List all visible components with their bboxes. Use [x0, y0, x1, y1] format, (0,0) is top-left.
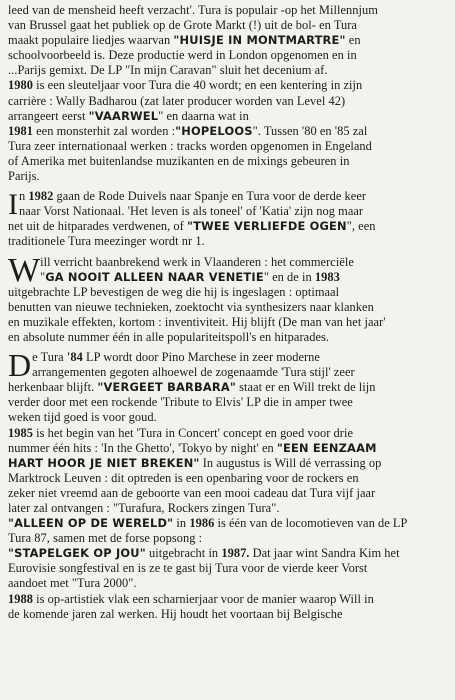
text-line: arrangeert eerst "VAARWEL" en daarna wat in	[8, 108, 249, 123]
paragraph-1980	[8, 78, 445, 123]
text-line: HART HOOR JE NIET BREKEN" In augustus is Will dé verrassing op	[8, 455, 382, 470]
text-line: Tura 87, samen met de forse popsong :	[8, 531, 203, 546]
text-line: herkenbaar blijft. "VERGEET BARBARA" staat er en Will trekt de lijn	[8, 380, 376, 395]
drop-cap: W	[8, 254, 41, 289]
text-line: van Brussel gaat het publiek op de Grote Markt (!) uit de bol- en Tura	[8, 18, 357, 33]
paragraph-1988	[8, 592, 445, 622]
text-line: de komende jaren zal werken. Hij houdt het voortaan bij Belgische	[8, 606, 343, 621]
paragraph-1986	[8, 516, 445, 591]
text-line: "STAPELGEK OP JOU" uitgebracht in 1987. Dat jaar wint Sandra Kim het	[8, 546, 400, 561]
year: '84	[66, 350, 83, 365]
text-line: ill verricht baanbrekend werk in Vlaanderen : het commerciële	[40, 254, 354, 269]
text-line: aandoet met "Tura 2000".	[8, 576, 137, 591]
drop-cap: I	[8, 189, 18, 222]
text-line: uitgebrachte LP bevestigen de weg die hij is ingeslagen : optimaal	[8, 284, 340, 299]
text-line: e Tura '84 LP wordt door Pino Marchese in zeer moderne	[32, 350, 320, 365]
song-title: GA NOOIT ALLEEN NAAR VENETIE	[45, 269, 264, 284]
text-line: Eurovisie songfestival en is ze te gast bij Tura voor de vierde keer Vorst	[8, 561, 368, 576]
year: 1986	[189, 516, 215, 531]
text-line: naar Vorst Nationaal. 'Het leven is als toneel' of 'Katia' zijn nog maar	[19, 204, 364, 219]
text-line: Tura zeer internationaal werken : tracks worden opgenomen in Engeland	[8, 138, 372, 153]
text-line: nummer één hits : 'In the Ghetto', 'Tokyo by night' en "EEN EENZAAM	[8, 440, 377, 455]
text-line: schoolvoorbeeld is. Deze productie werd in London opgenomen en in	[8, 48, 357, 63]
song-title: "VAARWEL	[88, 108, 159, 123]
text-line: leed van de mensheid heeft verzacht'. Tura is populair -op het Millennjum	[8, 3, 378, 17]
song-title: "ALLEEN OP DE WERELD"	[8, 516, 174, 531]
text-line: 1981 een monsterhit zal worden :"HOPELOOS". Tussen '80 en '85 zal	[8, 123, 368, 138]
text-line: 1985 is het begin van het 'Tura in Concert' concept en goed voor drie	[8, 425, 354, 440]
year: 1987.	[221, 546, 250, 561]
song-title: "TWEE VERLIEFDE OGEN	[187, 219, 347, 234]
song-title: HART HOOR JE NIET BREKEN"	[8, 455, 200, 470]
paragraph-1981	[8, 124, 445, 184]
year: 1985	[8, 425, 33, 440]
year: 1981	[8, 123, 33, 138]
text-line: of Amerika met buitenlandse muzikanten en de mixings gebeuren in	[8, 153, 350, 168]
text-line: "GA NOOIT ALLEEN NAAR VENETIE" en de in 1983	[40, 269, 340, 284]
text-line: Parijs.	[8, 169, 40, 184]
paragraph-1982	[8, 189, 445, 249]
song-title: "HUISJE IN MONTMARTRE"	[173, 33, 346, 48]
text-line: verder door met een rockende 'Tribute to Elvis' LP die in amper twee	[8, 395, 353, 410]
song-title: "EEN EENZAAM	[276, 440, 377, 455]
text-line: en muzikale effekten, kortom : inventiviteit. Hij blijft (De man van het jaar'	[8, 314, 386, 329]
song-title: "STAPELGEK OP JOU"	[8, 546, 146, 561]
year: 1983	[314, 269, 340, 284]
text-line: 1980 is een sleuteljaar voor Tura die 40 wordt; en een kentering in zijn	[8, 78, 363, 93]
text-line: n 1982 gaan de Rode Duivels naar Spanje en Tura voor de derde keer	[19, 189, 367, 204]
text-line: Marktrock Leuven : dit optreden is een openbaring voor de rockers en	[8, 470, 359, 485]
text-line: maakt populaire liedjes waarvan "HUISJE IN MONTMARTRE" en	[8, 33, 361, 48]
text-line: net uit de hitparades verdwenen, of "TWEE VERLIEFDE OGEN", een	[8, 219, 376, 234]
text-line: 1988 is op-artistiek vlak een scharnierjaar voor de manier waarop Will in	[8, 591, 374, 606]
text-line: traditionele Tura meezinger wordt nr 1.	[8, 234, 205, 249]
song-title: "HOPELOOS	[175, 123, 253, 138]
text-line: later zal ontvangen : "Turafura, Rockers zingen Tura".	[8, 501, 280, 515]
text-line: weken tijd goed is voor goud.	[8, 410, 157, 425]
text-line: arrangementen gegoten alhoewel de zogenaamde 'Tura stijl' zeer	[32, 365, 355, 380]
paragraph-1984	[8, 350, 445, 425]
text-line: en absolute nummer één in alle populariteitspoll's en hitparades.	[8, 329, 330, 344]
year: 1982	[28, 189, 54, 204]
drop-cap: D	[8, 350, 32, 384]
paragraph-1983	[8, 255, 445, 346]
text-line: ...Parijs gemixt. De LP "In mijn Caravan" sluit het decenium af.	[8, 63, 328, 78]
song-title: "VERGEET BARBARA"	[97, 380, 237, 395]
year: 1988	[8, 591, 33, 606]
year: 1980	[8, 78, 33, 93]
paragraph-1985	[8, 426, 445, 517]
text-line: zeker niet vreemd aan de geboorte van een mooi cadeau dat Tura vijf jaar	[8, 485, 376, 500]
text-line: benutten van nieuwe technieken, zoektocht via synthesizers naar klanken	[8, 299, 374, 314]
paragraph-intro	[8, 3, 445, 78]
text-line: carrière : Wally Badharou (zat later producer worden van Level 42)	[8, 93, 346, 108]
text-line: "ALLEEN OP DE WERELD" in 1986 is één van de locomotieven van de LP	[8, 516, 408, 531]
